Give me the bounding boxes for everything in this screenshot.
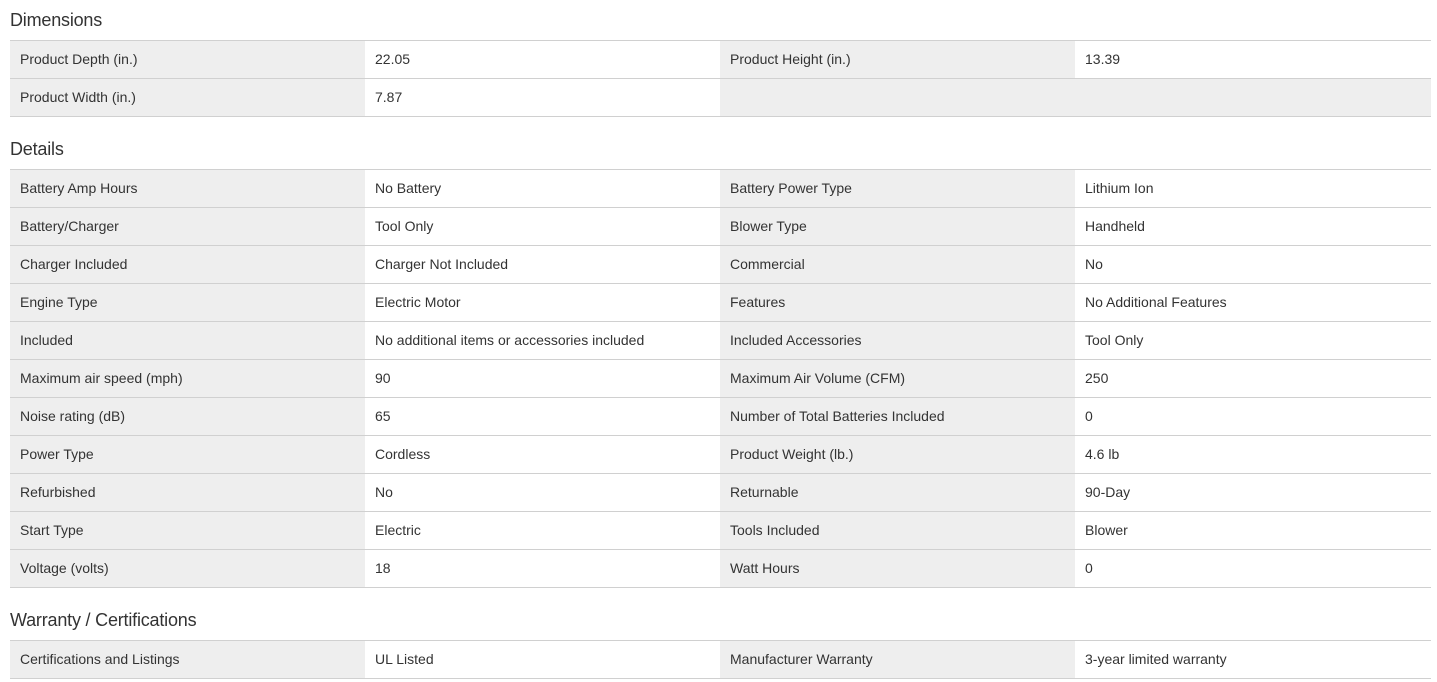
spec-value: 18 <box>365 550 720 587</box>
spec-label: Features <box>720 284 1075 321</box>
details-section <box>10 139 1431 588</box>
spec-label: Included Accessories <box>720 322 1075 359</box>
spec-label: Product Width (in.) <box>10 79 365 116</box>
table-row <box>10 246 1431 284</box>
spec-value: Tool Only <box>1075 322 1431 359</box>
table-row <box>10 322 1431 360</box>
table-row <box>10 41 1431 79</box>
spec-value: No <box>365 474 720 511</box>
spec-value: 7.87 <box>365 79 720 116</box>
spec-label: Included <box>10 322 365 359</box>
table-row <box>10 436 1431 474</box>
spec-value: 4.6 lb <box>1075 436 1431 473</box>
spec-label: Refurbished <box>10 474 365 511</box>
spec-value: Lithium Ion <box>1075 170 1431 207</box>
spec-value: 13.39 <box>1075 41 1431 78</box>
table-row <box>10 550 1431 588</box>
spec-value: 0 <box>1075 398 1431 435</box>
spec-value: Cordless <box>365 436 720 473</box>
spec-label: Number of Total Batteries Included <box>720 398 1075 435</box>
spec-value: 250 <box>1075 360 1431 397</box>
warranty-certifications-section <box>10 610 1431 679</box>
spec-table <box>10 169 1431 588</box>
spec-label: Maximum Air Volume (CFM) <box>720 360 1075 397</box>
table-row <box>10 474 1431 512</box>
spec-label: Battery/Charger <box>10 208 365 245</box>
spec-label: Power Type <box>10 436 365 473</box>
spec-value: 0 <box>1075 550 1431 587</box>
spec-label: Manufacturer Warranty <box>720 641 1075 678</box>
table-row <box>10 641 1431 679</box>
dimensions-section <box>10 10 1431 117</box>
spec-value: Tool Only <box>365 208 720 245</box>
spec-value: Blower <box>1075 512 1431 549</box>
spec-label: Watt Hours <box>720 550 1075 587</box>
spec-label: Tools Included <box>720 512 1075 549</box>
spec-label: Engine Type <box>10 284 365 321</box>
spec-table <box>10 40 1431 117</box>
spec-label: Battery Power Type <box>720 170 1075 207</box>
spec-value: 65 <box>365 398 720 435</box>
table-row <box>10 79 1431 117</box>
spec-value: Electric Motor <box>365 284 720 321</box>
spec-value: Charger Not Included <box>365 246 720 283</box>
spec-label: Blower Type <box>720 208 1075 245</box>
table-row <box>10 512 1431 550</box>
table-row <box>10 284 1431 322</box>
spec-label: Product Height (in.) <box>720 41 1075 78</box>
spec-label: Certifications and Listings <box>10 641 365 678</box>
spec-value: 22.05 <box>365 41 720 78</box>
table-row <box>10 170 1431 208</box>
spec-value: 90-Day <box>1075 474 1431 511</box>
spec-label: Noise rating (dB) <box>10 398 365 435</box>
spec-label: Charger Included <box>10 246 365 283</box>
spec-label: Voltage (volts) <box>10 550 365 587</box>
spec-value: UL Listed <box>365 641 720 678</box>
table-row <box>10 398 1431 436</box>
spec-value: No additional items or accessories included <box>365 322 720 359</box>
spec-label: Maximum air speed (mph) <box>10 360 365 397</box>
spec-table <box>10 640 1431 679</box>
spec-label: Battery Amp Hours <box>10 170 365 207</box>
spec-label: Start Type <box>10 512 365 549</box>
section-title: Warranty / Certifications <box>10 610 197 630</box>
spec-value: Handheld <box>1075 208 1431 245</box>
section-title: Dimensions <box>10 10 103 30</box>
spec-label <box>720 79 1075 116</box>
spec-label: Product Weight (lb.) <box>720 436 1075 473</box>
spec-value <box>1075 79 1431 116</box>
spec-value: No Additional Features <box>1075 284 1431 321</box>
spec-value: No Battery <box>365 170 720 207</box>
section-title: Details <box>10 139 64 159</box>
spec-label: Returnable <box>720 474 1075 511</box>
spec-label: Product Depth (in.) <box>10 41 365 78</box>
spec-value: No <box>1075 246 1431 283</box>
spec-label: Commercial <box>720 246 1075 283</box>
table-row <box>10 360 1431 398</box>
spec-value: 3-year limited warranty <box>1075 641 1431 678</box>
spec-value: 90 <box>365 360 720 397</box>
spec-value: Electric <box>365 512 720 549</box>
table-row <box>10 208 1431 246</box>
